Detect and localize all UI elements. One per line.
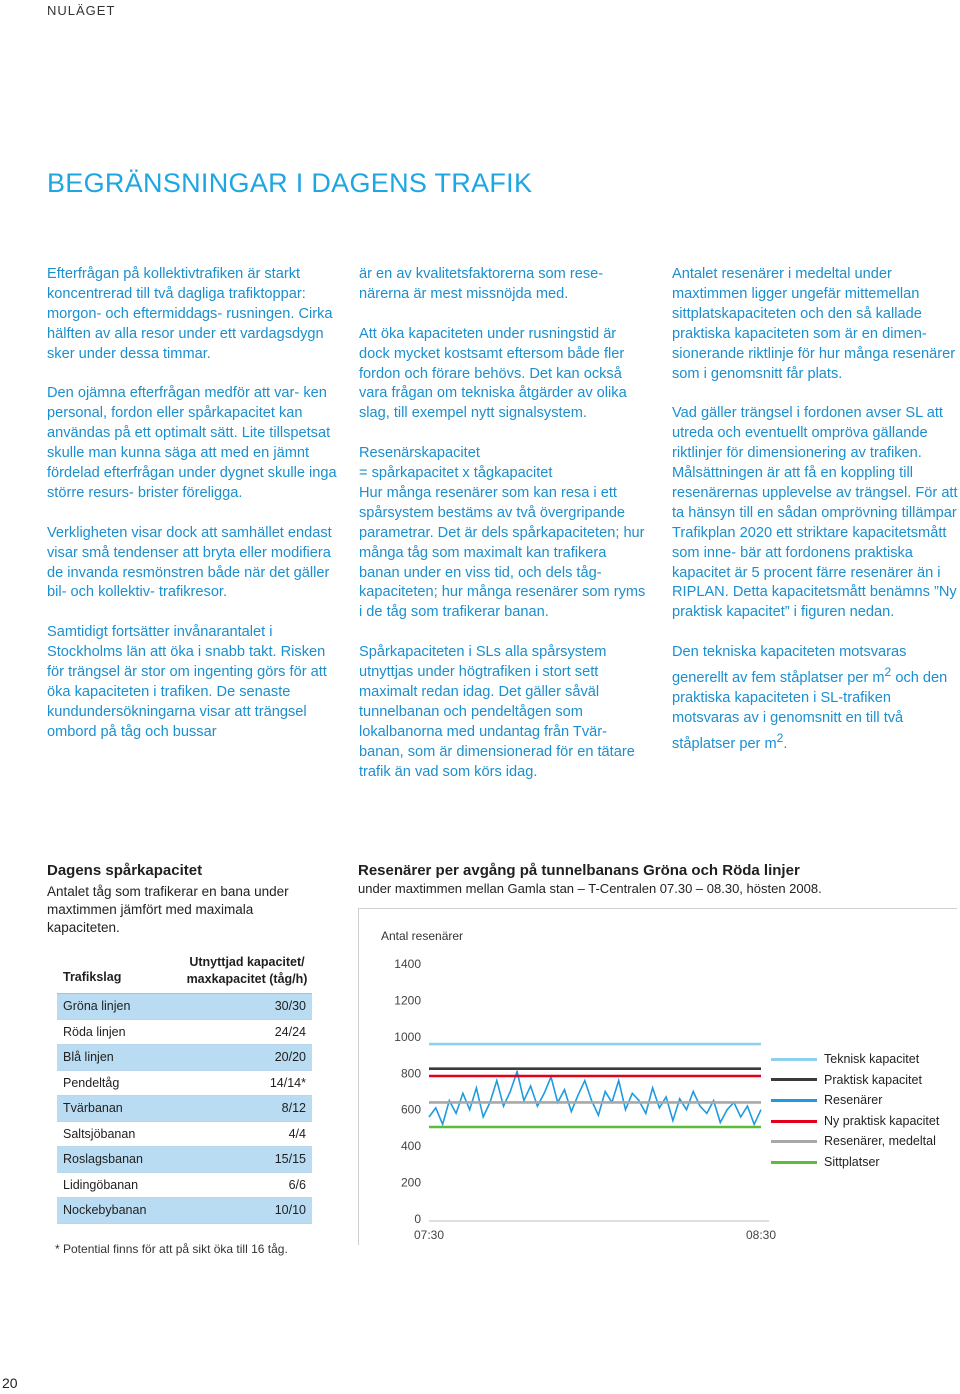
cell-trafikslag: Roslagsbanan xyxy=(63,1152,143,1166)
paragraph: Samtidigt fortsätter invånarantalet i Stockholms län att öka i snabb takt. Risken för trängsel är stor om ingenting görs för att öka kapaciteten i trafiken. De senaste kundundersökningarna visar att trängsel ombord på tåg och bussar xyxy=(47,624,327,740)
paragraph: Hur många resenärer som kan resa i ett spårsystem bestäms av två övergripande parametrar. Det är dels spårkapaciteten; hur många tåg som maximalt kan trafikera banan under en viss tid, och dels tåg- kapaciteten; hur många resenärer som ryms i de tåg som trafikerar banan. xyxy=(359,484,646,621)
cell-trafikslag: Röda linjen xyxy=(63,1024,126,1039)
chart-frame xyxy=(358,908,957,1245)
page-title: BEGRÄNSNINGAR I DAGENS TRAFIK xyxy=(47,168,533,198)
paragraph: Verkligheten visar dock att samhället endast visar små tendenser att bryta eller modifiera de invanda resmönstren både när det gäller bil- och kollektiv- trafikresor. xyxy=(47,524,332,601)
superscript: 2 xyxy=(776,730,784,745)
y-tick-label: 1000 xyxy=(394,1029,421,1044)
paragraph: Antalet resenärer i medeltal under maxtimmen ligger ungefär mittemellan sittplatskapaciteten och den så kallade praktiska kapaciteten som är en dimen- sionerande riktlinje för hur många resenärer som i genomsnitt får plats. xyxy=(672,266,956,382)
table-row xyxy=(57,1173,312,1199)
x-tick-label: 08:30 xyxy=(745,1228,777,1242)
column-header-line: maxkapacitet (tåg/h) xyxy=(186,972,308,986)
legend-label: Resenärer xyxy=(824,1093,883,1108)
y-tick-label: 600 xyxy=(400,1102,421,1117)
paragraph: Vad gäller trängsel i fordonen avser SL att utreda och eventuellt ompröva gällande riktlinjer för dimensionering av trafiken. Målsättningen är att få en koppling till resenärernas upplevelse av trängsel. För att ta hänsyn till en sådan omprövning tillämpar Trafikplan 2020 ett striktare kapacitetsmått som inne- bär att fordonens praktiska kapacitet är 5 procent färre resenärer än i RIPLAN. Detta kapacitetsmått benämns ”Ny praktisk kapacitet” i figuren nedan. xyxy=(672,405,958,621)
chart-legend xyxy=(771,1049,939,1173)
legend-swatch xyxy=(771,1058,817,1061)
series-line-resenärer xyxy=(429,1072,761,1125)
subheading-formula: = spårkapacitet x tågkapacitet xyxy=(359,465,553,482)
legend-item xyxy=(771,1090,939,1111)
paragraph: Den ojämna efterfrågan medför att var- ken personal, fordon eller spårkapacitet kan användas på ett optimalt sätt. Lite tillspetsat skulle man kunna säga att med en jämnt fördelad efterfrågan under dygnet skulle inga större resurs- brister föreligga. xyxy=(47,385,337,501)
table-header xyxy=(57,954,322,990)
text-column-3 xyxy=(672,265,960,774)
legend-label: Praktisk kapacitet xyxy=(824,1072,922,1087)
x-tick-label: 07:30 xyxy=(413,1228,445,1242)
cell-capacity: 15/15 xyxy=(274,1152,306,1166)
table-row xyxy=(57,1198,312,1224)
subheading: Resenärskapacitet xyxy=(359,445,480,462)
cell-trafikslag: Gröna linjen xyxy=(63,999,131,1013)
legend-item xyxy=(771,1152,939,1173)
legend-label: Teknisk kapacitet xyxy=(824,1052,920,1066)
table-row xyxy=(57,994,312,1020)
legend-swatch xyxy=(771,1120,817,1123)
table-subtitle: Antalet tåg som trafikerar en bana under maxtimmen jämfört med maximala kapaciteten. xyxy=(47,884,289,935)
cell-capacity: 8/12 xyxy=(281,1101,306,1115)
legend-item xyxy=(771,1111,939,1132)
chart-subtitle: under maxtimmen mellan Gamla stan – T-Centralen 07.30 – 08.30, hösten 2008. xyxy=(358,881,822,896)
column-header-line: Utnyttjad kapacitet/ xyxy=(189,955,305,969)
section-tag: NULÄGET xyxy=(47,3,116,18)
column-header-capacity xyxy=(172,954,322,988)
table-footnote: * Potential finns för att på sikt öka till 16 tåg. xyxy=(55,1242,288,1256)
column-header-trafikslag: Trafikslag xyxy=(63,970,122,984)
paragraph: är en av kvalitetsfaktorerna som rese- närerna är mest missnöjda med. xyxy=(359,266,604,302)
legend-swatch xyxy=(771,1078,817,1081)
text-run: . xyxy=(783,735,788,752)
table-title: Dagens spårkapacitet xyxy=(47,862,203,879)
cell-trafikslag: Saltsjöbanan xyxy=(63,1126,136,1141)
table-body xyxy=(57,993,312,1224)
cell-capacity: 30/30 xyxy=(274,999,306,1013)
text-column-1 xyxy=(47,265,337,763)
y-tick-label: 200 xyxy=(400,1175,421,1190)
capacity-table-block xyxy=(47,862,347,1256)
legend-swatch xyxy=(771,1140,817,1143)
lede-paragraph: Efterfrågan på kollektivtrafiken är starkt koncentrerad till två dagliga trafiktoppar: morgon- och eftermiddags- rusningen. Cirka hälften av alla resor under ett vardagsdygn sker under dessa timmar. xyxy=(47,266,333,362)
legend-label: Resenärer, medeltal xyxy=(824,1134,936,1149)
legend-label: Ny praktisk kapacitet xyxy=(824,1113,940,1128)
chart-title: Resenärer per avgång på tunnelbanans Gröna och Röda linjer xyxy=(358,862,800,879)
cell-trafikslag: Tvärbanan xyxy=(63,1101,123,1115)
cell-capacity: 14/14* xyxy=(269,1075,306,1090)
legend-label: Sittplatser xyxy=(824,1154,880,1169)
cell-capacity: 4/4 xyxy=(288,1126,306,1141)
cell-capacity: 6/6 xyxy=(288,1177,306,1192)
cell-trafikslag: Lidingöbanan xyxy=(63,1177,139,1192)
y-tick-label: 400 xyxy=(400,1139,421,1154)
cell-trafikslag: Pendeltåg xyxy=(63,1075,120,1090)
legend-swatch xyxy=(771,1161,817,1164)
y-tick-label: 1200 xyxy=(394,993,421,1008)
legend-item xyxy=(771,1070,939,1091)
paragraph: Att öka kapaciteten under rusningstid är dock mycket kostsamt eftersom både fler fordon och förare behövs. Det kan också vara frågan om tekniska åtgärder av olika slag, till exempel nytt signalsystem. xyxy=(359,325,627,422)
y-tick-label: 0 xyxy=(414,1212,421,1226)
text-column-2 xyxy=(359,265,649,802)
legend-item xyxy=(771,1049,939,1070)
y-axis-label: Antal resenärer xyxy=(381,929,464,943)
cell-trafikslag: Blå linjen xyxy=(63,1050,114,1064)
passenger-chart-block xyxy=(358,862,958,1242)
table-row xyxy=(57,1020,312,1046)
legend-swatch xyxy=(771,1099,817,1102)
y-tick-label: 800 xyxy=(400,1066,421,1081)
cell-capacity: 20/20 xyxy=(274,1050,306,1064)
table-row xyxy=(57,1147,312,1173)
paragraph xyxy=(672,643,960,754)
paragraph: Spårkapaciteten i SLs alla spårsystem utnyttjas under högtrafiken i stort sett maximalt redan idag. Det gäller såväl tunnelbanan och pendeltågen som lokalbanorna med undantag från Tvär- banan, som är dimensionerad för en tätare trafik än vad som körs idag. xyxy=(359,644,635,780)
table-row xyxy=(57,1071,312,1097)
table-row xyxy=(57,1122,312,1148)
cell-trafikslag: Nockebybanan xyxy=(63,1203,147,1217)
superscript: 2 xyxy=(884,665,892,680)
y-tick-label: 1400 xyxy=(394,957,421,971)
text-run: Den tekniska kapaciteten motsvaras generellt av fem ståplatser per m xyxy=(672,644,907,686)
text-run: och den praktiska kapaciteten i SL-trafiken motsvaras av i genomsnitt en till två ståplatser per m xyxy=(672,669,948,752)
cell-capacity: 10/10 xyxy=(274,1203,306,1217)
cell-capacity: 24/24 xyxy=(274,1024,306,1039)
table-row xyxy=(57,1045,312,1071)
table-row xyxy=(57,1096,312,1122)
page-number: 20 xyxy=(2,1375,18,1391)
legend-item xyxy=(771,1131,939,1152)
